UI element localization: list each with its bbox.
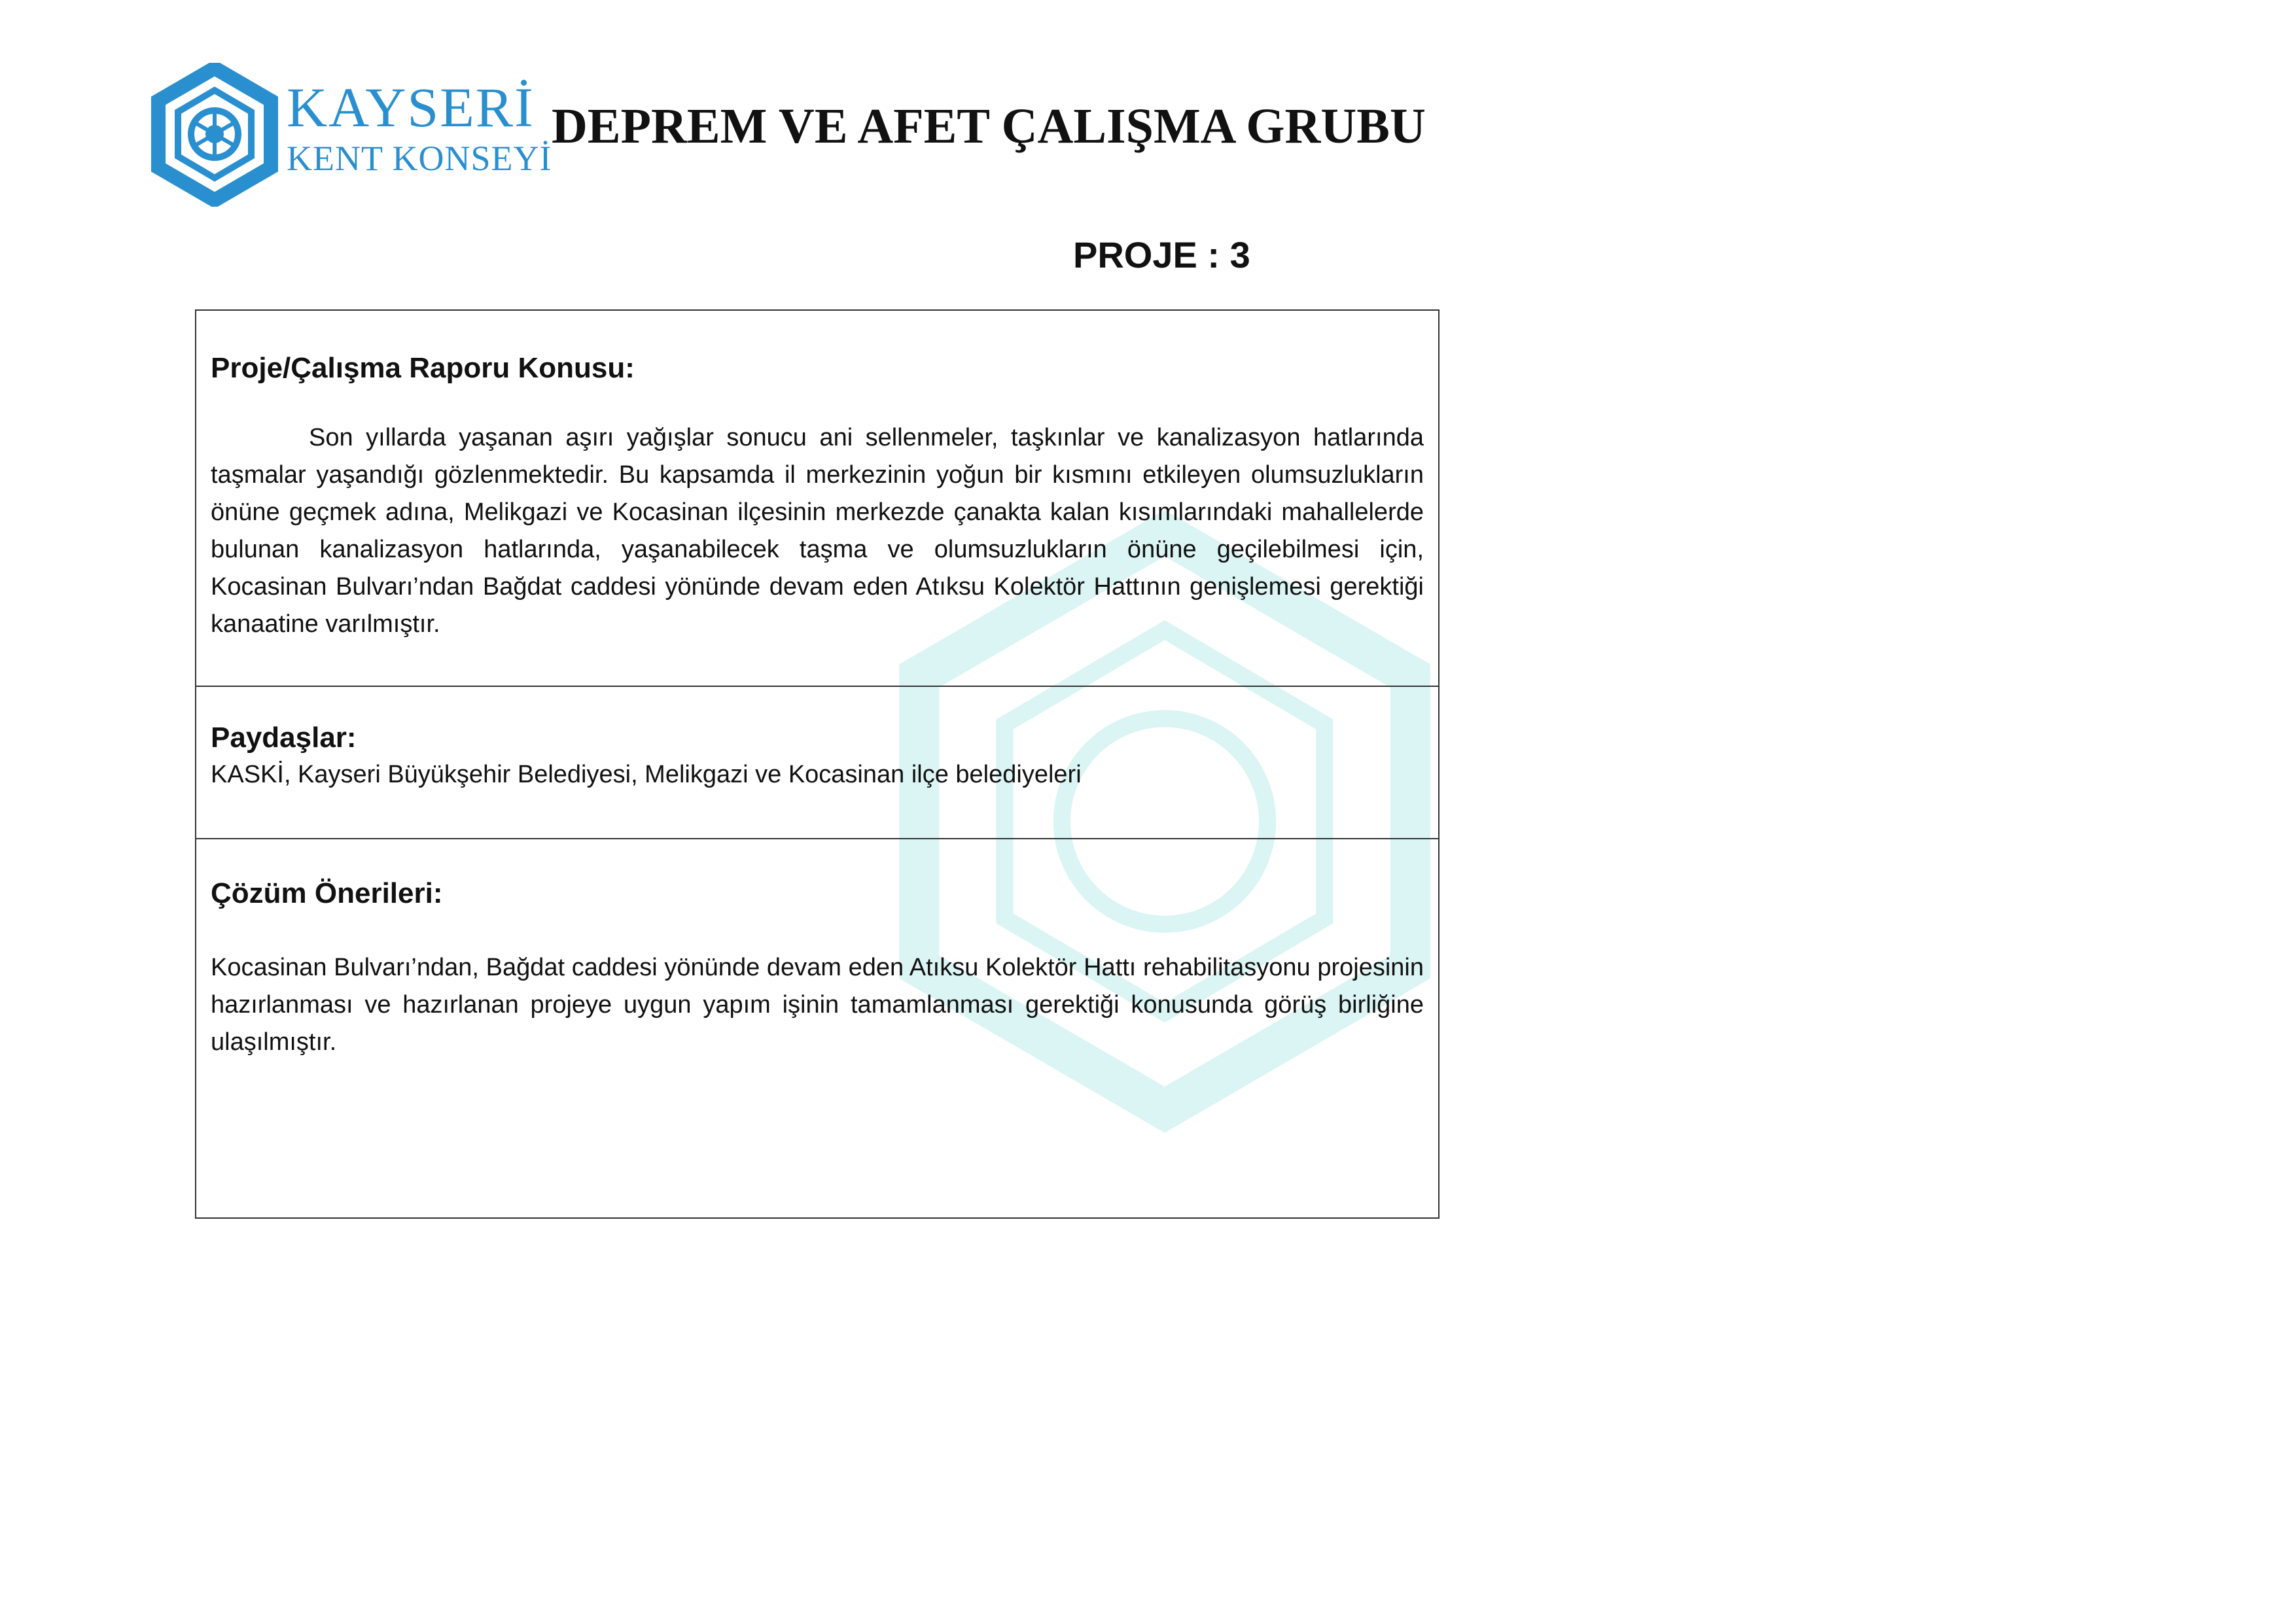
solutions-text: Kocasinan Bulvarı’ndan, Bağdat caddesi yönünde devam eden Atıksu Kolektör Hattı rehabilitasyonu projesinin hazırlanması ve hazırlanan projeye uygun yapım işinin tamamlanması gerektiği konusunda görüş birliğine ulaşılmıştır. xyxy=(211,954,1424,1056)
logo-wordmark xyxy=(287,76,552,178)
stakeholders-heading: Paydaşlar: xyxy=(211,722,357,754)
project-report-table xyxy=(195,309,1439,1219)
solutions-section xyxy=(196,839,1438,1217)
hexagon-rosette-logo-icon xyxy=(149,63,280,207)
logo-line-kayseri: KAYSERİ xyxy=(287,76,535,139)
subject-section xyxy=(196,311,1438,687)
document-title: DEPREM VE AFET ÇALIŞMA GRUBU xyxy=(552,99,1426,154)
stakeholders-text: KASKİ, Kayseri Büyükşehir Belediyesi, Melikgazi ve Kocasinan ilçe belediyeleri xyxy=(211,761,1082,788)
stakeholders-section xyxy=(196,687,1438,839)
subject-heading: Proje/Çalışma Raporu Konusu: xyxy=(211,352,635,384)
project-number: PROJE : 3 xyxy=(1073,234,1250,275)
solutions-heading: Çözüm Önerileri: xyxy=(211,877,443,909)
kayseri-kent-konseyi-logo xyxy=(149,63,552,207)
logo-line-kent-konseyi: KENT KONSEYİ xyxy=(287,139,552,178)
subject-text: Son yıllarda yaşanan aşırı yağışlar sonucu ani sellenmeler, taşkınlar ve kanalizasyon hatlarında taşmalar yaşandığı gözlenmektedir. Bu kapsamda il merkezinin yoğun bir kısmını etkileyen olumsuzlukların önüne geçmek adına, Melikgazi ve Kocasinan ilçesinin merkezde çanakta kalan kısımlarındaki mahallelerde bulunan kanalizasyon hatlarında, yaşanabilecek taşma ve olumsuzlukların önüne geçilebilmesi için, Kocasinan Bulvarı’ndan Bağdat caddesi yönünde devam eden Atıksu Kolektör Hattının genişlemesi gerektiği kanaatine varılmıştır. xyxy=(211,424,1424,638)
